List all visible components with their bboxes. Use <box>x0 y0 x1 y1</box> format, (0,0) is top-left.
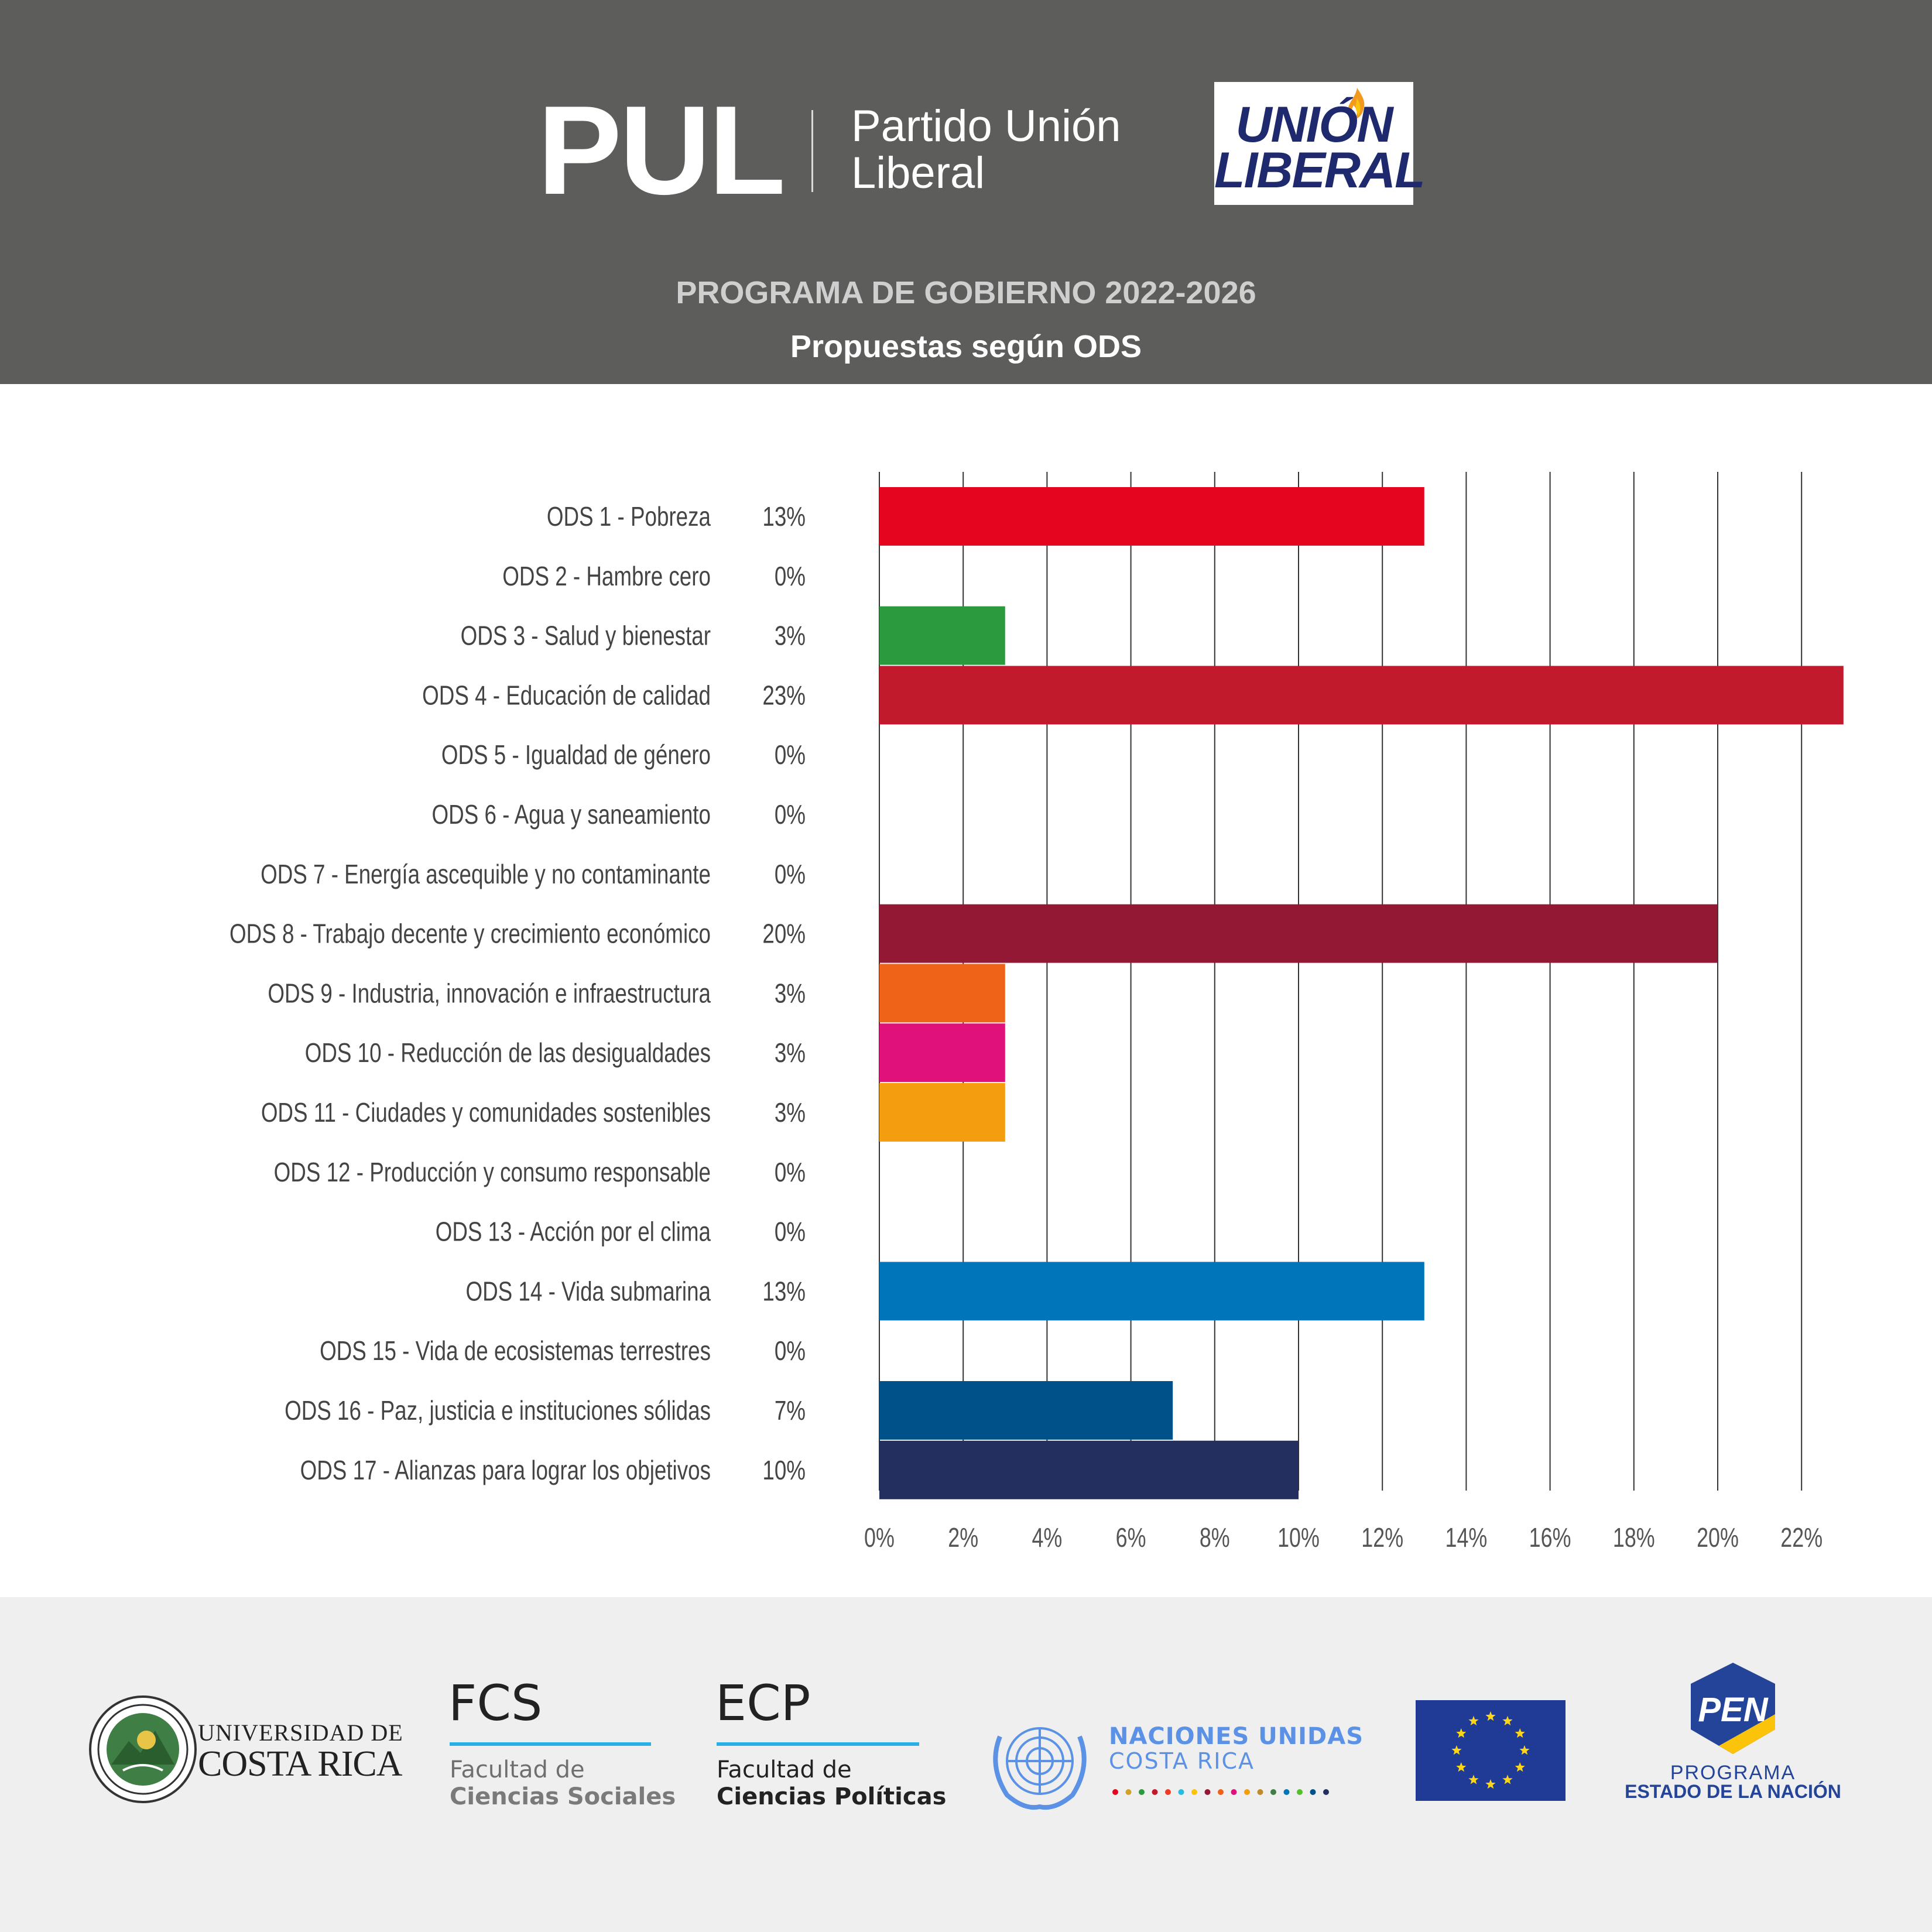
sdg-dot <box>1179 1789 1184 1795</box>
chart-subtitle: Propuestas según ODS <box>790 329 1142 364</box>
sdg-dot <box>1191 1789 1197 1795</box>
logo-text-line-2: LIBERAL <box>1214 142 1424 198</box>
sdg-dot <box>1165 1789 1171 1795</box>
category-label: ODS 5 - Igualdad de género <box>441 739 711 770</box>
x-tick-label: 22% <box>1780 1522 1823 1553</box>
ecp-rule <box>717 1742 919 1746</box>
bar <box>879 487 1424 546</box>
un-name-line-1: NACIONES UNIDAS <box>1109 1723 1364 1750</box>
category-label: ODS 4 - Educación de calidad <box>422 680 711 711</box>
category-label: ODS 16 - Paz, justicia e instituciones sólidas <box>285 1395 711 1426</box>
x-tick-label: 18% <box>1612 1522 1655 1553</box>
sdg-dot <box>1284 1789 1290 1795</box>
value-label: 3% <box>774 978 806 1009</box>
sdg-dot <box>1323 1789 1329 1795</box>
x-tick-label: 8% <box>1199 1522 1230 1553</box>
category-label: ODS 2 - Hambre cero <box>502 560 711 591</box>
value-label: 0% <box>774 1156 806 1187</box>
x-tick-label: 20% <box>1697 1522 1739 1553</box>
value-label: 10% <box>762 1454 806 1485</box>
un-emblem-icon <box>984 1713 1096 1811</box>
bar <box>879 1441 1299 1499</box>
sdg-dot <box>1152 1789 1158 1795</box>
ucr-seal-icon <box>88 1694 198 1804</box>
category-label: ODS 7 - Energía ascequible y no contaminante <box>261 858 711 889</box>
x-tick-label: 12% <box>1361 1522 1404 1553</box>
value-label: 13% <box>762 1276 806 1307</box>
x-tick-label: 4% <box>1032 1522 1063 1553</box>
category-label: ODS 12 - Producción y consumo responsable <box>273 1156 711 1187</box>
sdg-dot <box>1297 1789 1303 1795</box>
logo-text-line-1: UNIÓN <box>1235 97 1392 153</box>
value-label: 3% <box>774 620 806 651</box>
category-label: ODS 17 - Alianzas para lograr los objetivos <box>300 1454 711 1485</box>
category-label: ODS 6 - Agua y saneamiento <box>431 799 711 830</box>
sdg-dot <box>1112 1789 1118 1795</box>
x-tick-label: 16% <box>1529 1522 1571 1553</box>
sdg-dot <box>1205 1789 1211 1795</box>
value-label: 0% <box>774 1335 806 1366</box>
party-abbreviation: PUL <box>537 79 783 221</box>
pen-badge-text: PEN <box>1698 1691 1768 1729</box>
chart-svg <box>0 384 1932 1597</box>
party-name-line-2: Liberal <box>851 148 985 198</box>
fcs-rule <box>450 1742 651 1746</box>
ecp-name-line-1: Facultad de <box>717 1756 852 1783</box>
category-label: ODS 14 - Vida submarina <box>465 1276 711 1307</box>
header-banner <box>0 0 1932 384</box>
ecp-abbreviation: ECP <box>715 1674 811 1732</box>
category-label: ODS 15 - Vida de ecosistemas terrestres <box>320 1335 711 1366</box>
value-label: 3% <box>774 1037 806 1068</box>
x-tick-label: 2% <box>948 1522 979 1553</box>
ucr-name <box>198 1720 403 1782</box>
un-name-line-2: COSTA RICA <box>1109 1748 1255 1774</box>
bar <box>879 964 1005 1022</box>
value-label: 20% <box>762 918 806 949</box>
bar <box>879 1381 1173 1440</box>
x-tick-label: 14% <box>1445 1522 1488 1553</box>
value-label: 7% <box>774 1395 806 1426</box>
sdg-dot <box>1310 1789 1316 1795</box>
category-label: ODS 9 - Industria, innovación e infraestructura <box>268 978 711 1009</box>
eu-flag-icon <box>1416 1700 1566 1801</box>
bar <box>879 666 1844 724</box>
bar <box>879 607 1005 665</box>
value-label: 0% <box>774 560 806 591</box>
value-label: 0% <box>774 858 806 889</box>
value-label: 0% <box>774 739 806 770</box>
party-name <box>851 103 1121 197</box>
fcs-abbreviation: FCS <box>448 1674 543 1732</box>
sdg-dot <box>1231 1789 1237 1795</box>
bar <box>879 905 1718 963</box>
sdg-dot <box>1244 1789 1250 1795</box>
ucr-name-line-1: UNIVERSIDAD DE <box>198 1719 403 1746</box>
pen-name-line-1: PROGRAMA <box>1670 1762 1796 1784</box>
bar <box>879 1083 1005 1142</box>
sdg-dot <box>1258 1789 1263 1795</box>
ecp-name-line-2: Ciencias Políticas <box>717 1783 947 1810</box>
value-label: 3% <box>774 1097 806 1128</box>
party-logo <box>1214 82 1424 205</box>
program-title: PROGRAMA DE GOBIERNO 2022-2026 <box>676 275 1256 310</box>
value-label: 23% <box>762 680 806 711</box>
pen-name-line-2: ESTADO DE LA NACIÓN <box>1625 1781 1841 1802</box>
category-label: ODS 13 - Acción por el clima <box>435 1216 711 1247</box>
footer-logos <box>0 1597 1932 1932</box>
category-label: ODS 3 - Salud y bienestar <box>460 620 711 651</box>
sdg-dot <box>1270 1789 1276 1795</box>
sdg-dot <box>1126 1789 1132 1795</box>
header-divider <box>811 110 813 192</box>
bar <box>879 1262 1424 1320</box>
ods-bar-chart <box>0 384 1932 1597</box>
category-label: ODS 10 - Reducción de las desigualdades <box>304 1037 711 1068</box>
x-tick-label: 10% <box>1277 1522 1320 1553</box>
ucr-name-line-2: COSTA RICA <box>198 1744 402 1784</box>
pen-badge-icon <box>1684 1660 1782 1760</box>
sdg-dot <box>1139 1789 1145 1795</box>
x-tick-label: 0% <box>864 1522 895 1553</box>
x-tick-label: 6% <box>1115 1522 1146 1553</box>
category-label: ODS 8 - Trabajo decente y crecimiento económico <box>229 918 711 949</box>
value-label: 0% <box>774 799 806 830</box>
value-label: 0% <box>774 1216 806 1247</box>
party-name-line-1: Partido Unión <box>851 101 1121 151</box>
bar <box>879 1023 1005 1082</box>
sdg-dot <box>1218 1789 1224 1795</box>
category-label: ODS 11 - Ciudades y comunidades sostenibles <box>261 1097 711 1128</box>
fcs-name-line-1: Facultad de <box>450 1756 585 1783</box>
sdg-color-dots <box>1111 1788 1340 1796</box>
value-label: 13% <box>762 501 806 532</box>
category-label: ODS 1 - Pobreza <box>546 501 711 532</box>
fcs-name-line-2: Ciencias Sociales <box>450 1783 676 1810</box>
